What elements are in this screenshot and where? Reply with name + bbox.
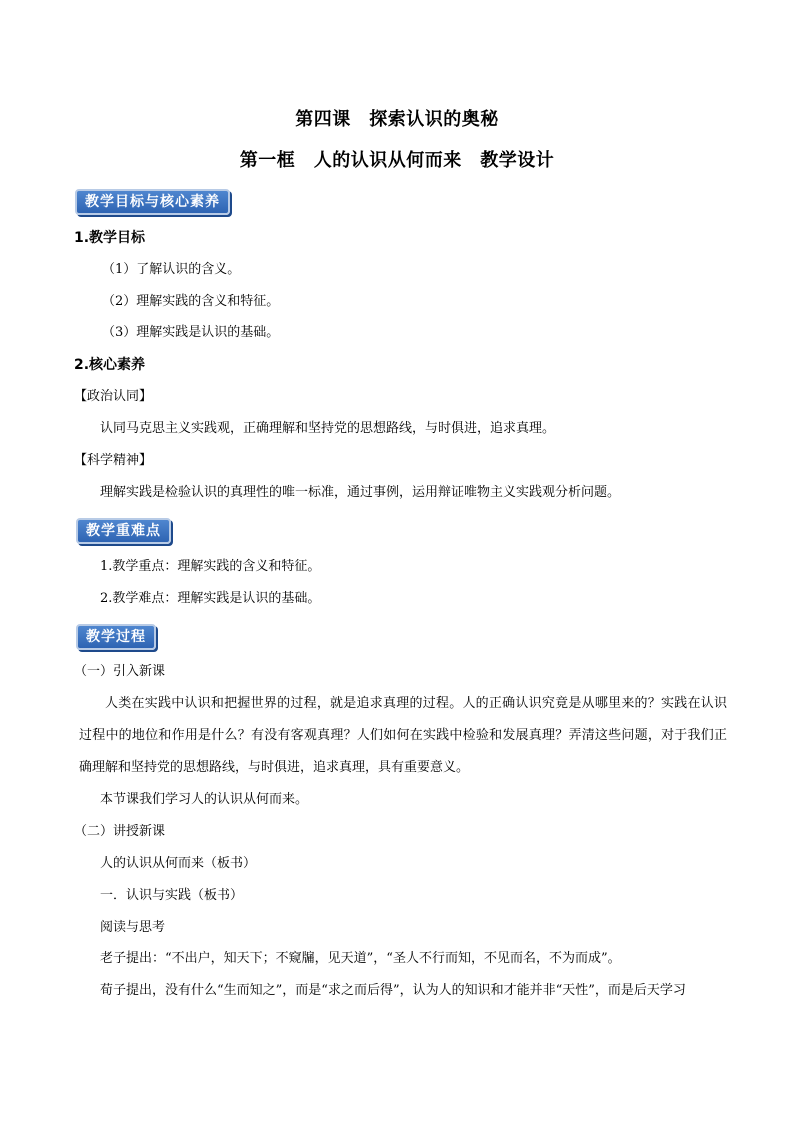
- read-think-label: 阅读与思考: [100, 920, 166, 935]
- key-point: 1.教学重点：理解实践的含义和特征。: [100, 559, 321, 574]
- political-text: 认同马克思主义实践观，正确理解和坚持党的思想路线，与时俱进，追求真理。: [100, 421, 556, 436]
- intro-paragraph: 人类在实践中认识和把握世界的过程，就是追求真理的过程。人的正确认识究竟是从哪里来的？实践在认识过程中的地位和作用是什么？有没有客观真理？人们如何在实践中检验和发展真理？弄清这些问题，对于我们正确理解和坚持党的思想路线，与时俱进，追求真理，具有重要意义。: [79, 696, 727, 775]
- process-badge: 教学过程: [76, 624, 156, 650]
- board-note-1: 人的认识从何而来（板书）: [100, 856, 257, 871]
- objective-item-3: （3）理解实践是认识的基础。: [102, 325, 280, 340]
- new-lesson-heading: （二）讲授新课: [74, 824, 166, 839]
- intro-heading: （一）引入新课: [74, 664, 166, 679]
- objective-item-1: （1）了解认识的含义。: [102, 262, 241, 277]
- literacy-heading: 2.核心素养: [74, 357, 146, 373]
- objective-item-2: （2）理解实践的含义和特征。: [102, 294, 280, 309]
- science-text: 理解实践是检验认识的真理性的唯一标准，通过事例，运用辩证唯物主义实践观分析问题。: [100, 485, 621, 500]
- political-label: 【政治认同】: [74, 389, 153, 404]
- intro-paragraph-2: 本节课我们学习人的认识从何而来。: [100, 792, 309, 807]
- difficult-point: 2.教学难点：理解实践是认识的基础。: [100, 591, 321, 606]
- section-title: 第一框 人的认识从何而来 教学设计: [239, 150, 555, 171]
- keypoints-badge: 教学重难点: [76, 518, 171, 544]
- lesson-title: 第四课 探索认识的奥秘: [295, 109, 499, 130]
- science-label: 【科学精神】: [74, 453, 153, 468]
- xunzi-quote: 荀子提出，没有什么“生而知之”，而是“求之而后得”，认为人的知识和才能并非“天性”，而是后天学习: [100, 983, 686, 998]
- board-note-2: 一．认识与实践（板书）: [100, 888, 244, 903]
- objectives-heading: 1.教学目标: [74, 230, 146, 246]
- objectives-badge: 教学目标与核心素养: [75, 189, 230, 215]
- laozi-quote: 老子提出：“不出户，知天下；不窥牖，见天道”，“圣人不行而知，不见而名，不为而成”。: [100, 951, 621, 966]
